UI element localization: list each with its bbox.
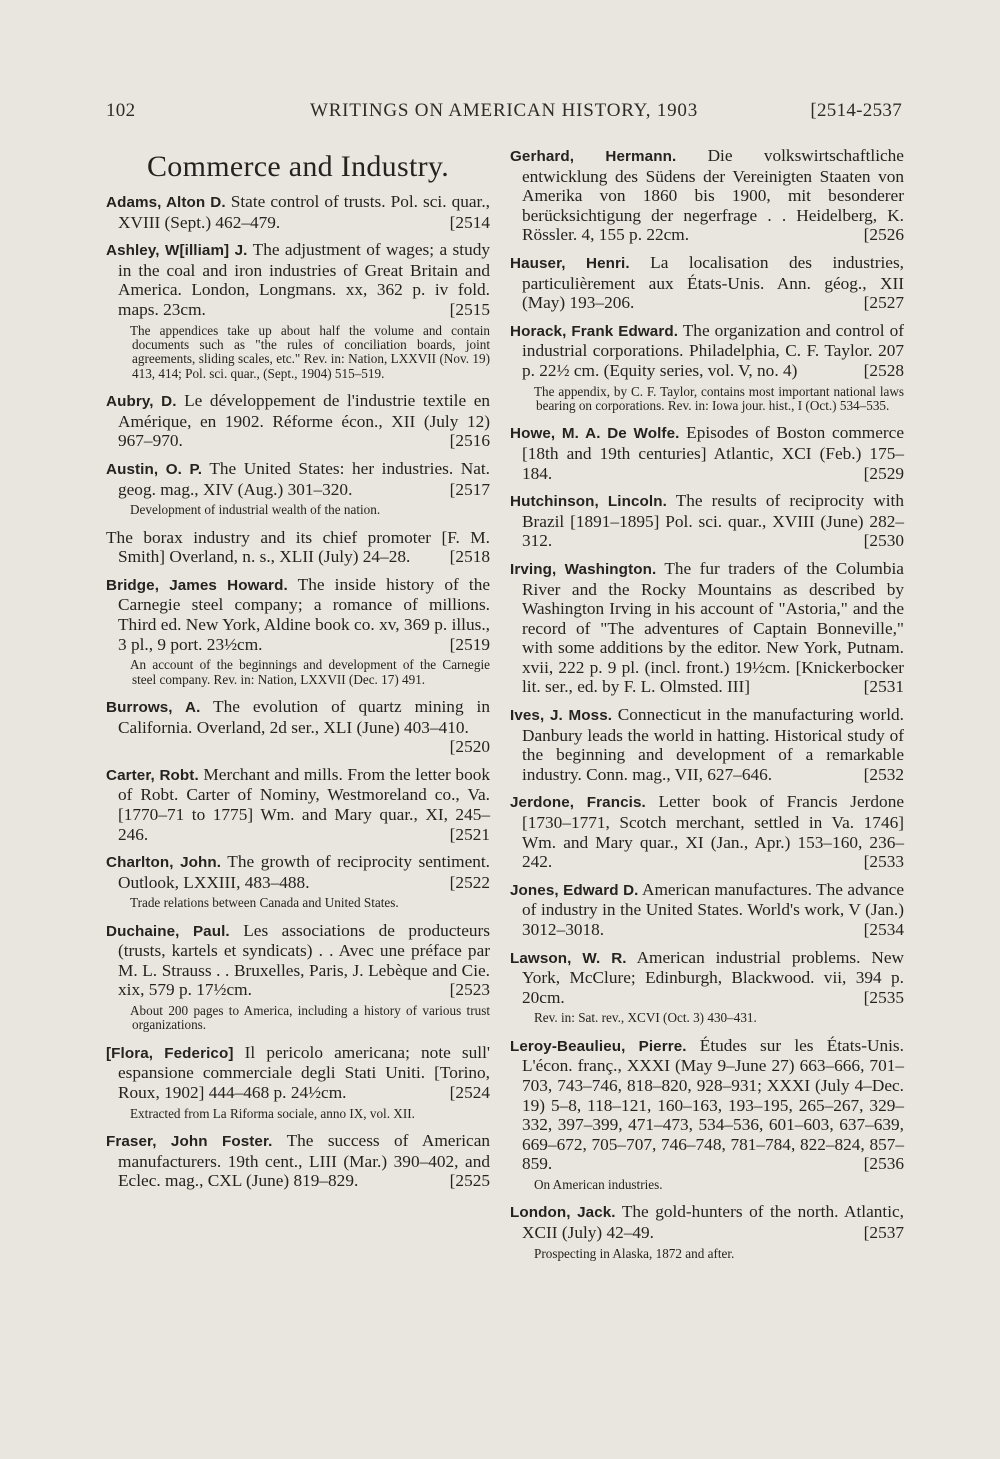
entry-range: [2514-2537: [810, 100, 902, 121]
entry-text: The fur traders of the Columbia River and the Rocky Mountains as described by Washington Irving in his account of "Astoria," and the record of "The adventures of Captain Bonneville," with some additions by the editor. New York, Putnam. xvii, 222 p. 9 pl. (incl. front.) 19½cm. [Knickerbocker lit. ser., ed. by F. L. Olmsted. III]: [522, 558, 904, 697]
entry-text: Connecticut in the manufacturing world. Danbury leads the world in hatting. Historical study of the beginning and development of a remarkable industry. Conn. mag., VII, 627–646.: [522, 705, 904, 784]
entry-note: The appendix, by C. F. Taylor, contains most important national laws bearing on corporations. Rev. in: Iowa jour. hist., I (Oct.) 534–535.: [534, 383, 904, 413]
entry-note: Extracted from La Riforma sociale, anno IX, vol. XII.: [130, 1105, 415, 1121]
entry-text: The United States: her industries. Nat. geog. mag., XIV (Aug.) 301–320.: [118, 458, 490, 499]
entry-text: American manufactures. The advance of industry in the United States. World's work, V (Jan.) 3012–3018.: [522, 879, 905, 939]
entry-author: Aubry, D.: [106, 393, 177, 411]
entry-number: [2533: [863, 852, 904, 872]
entry-author: Gerhard, Hermann.: [510, 148, 677, 165]
running-header: [106, 100, 902, 128]
entry-text: Letter book of Francis Jerdone [1730–1771, Scotch merchant, settled in Va. 1746] Wm. and Mary quar., XI (Jan., Apr.) 153–160, 236–242.: [522, 792, 905, 872]
bibliography-entry: [106, 391, 490, 451]
entry-author: Lawson, W. R.: [510, 949, 627, 967]
bibliography-entry: [510, 705, 904, 784]
entry-author: Jerdone, Francis.: [510, 794, 646, 812]
entry-author: Horack, Frank Edward.: [510, 322, 679, 340]
entry-number: [2524: [449, 1083, 490, 1103]
entry-text: The adjustment of wages; a study in the coal and iron industries of Great Britain and America. London, Longmans. xx, 362 p. iv fold. maps. 23cm.: [118, 240, 491, 319]
bibliography-entry: [510, 253, 904, 313]
bibliography-entry: [106, 459, 490, 499]
entry-number: [2534: [863, 920, 904, 939]
bibliography-entry: [106, 575, 490, 654]
entry-text: Die volkswirtschaftliche entwicklung des Südens der Vereinigten Staaten von Amerika von 1860 bis 1900, mit besonderer berücksichtigung der negerfrage . . Heidelberg, K. Rössler. 4, 155 p. 22cm.: [522, 146, 904, 245]
entry-number: [2536: [863, 1154, 904, 1174]
entry-author: Irving, Washington.: [510, 560, 657, 578]
entry-number: [2521: [449, 824, 490, 844]
entry-number: [2528: [863, 360, 904, 380]
bibliography-entry: [510, 1036, 904, 1174]
entry-note: The appendices take up about half the volume and contain documents such as "the rules of conciliation boards, joint agreements, sliding scales, etc." Rev. in: Nation, LXXVII (Nov. 19) 413, 414; Pol. sci. quar., (Sept., 1904) 515–519.: [130, 322, 490, 381]
entry-number: [2526: [863, 225, 904, 245]
entry-author: Hutchinson, Lincoln.: [510, 493, 667, 511]
bibliography-entry: [106, 697, 490, 757]
entry-author: Duchaine, Paul.: [106, 922, 230, 940]
entry-number: [2525: [449, 1171, 490, 1191]
entry-number: [2523: [449, 980, 490, 1000]
entry-author: Bridge, James Howard.: [106, 576, 288, 594]
running-title: WRITINGS ON AMERICAN HISTORY, 1903: [309, 100, 699, 121]
bibliography-entry: [510, 880, 904, 940]
entry-text: La localisation des industries, particulièrement aux États-Unis. Ann. géog., XII (May) 193–206.: [522, 252, 904, 313]
left-column: [106, 146, 490, 1199]
entry-number: [2532: [863, 764, 904, 784]
entry-author: [Flora, Federico]: [106, 1044, 234, 1062]
entry-number: [2515: [449, 299, 490, 319]
entry-author: Austin, O. P.: [106, 460, 203, 478]
entry-number: [2537: [863, 1222, 904, 1242]
entry-note: Rev. in: Sat. rev., XCVI (Oct. 3) 430–431.: [534, 1010, 757, 1026]
entry-author: Jones, Edward D.: [510, 881, 639, 899]
entry-author: Ives, J. Moss.: [510, 707, 613, 725]
entry-number: [2514: [449, 212, 490, 232]
entry-author: Burrows, A.: [106, 698, 201, 716]
entry-note: Prospecting in Alaska, 1872 and after.: [534, 1245, 735, 1261]
entry-author: Adams, Alton D.: [106, 194, 226, 211]
entry-text: The evolution of quartz mining in California. Overland, 2d ser., XLI (June) 403–410.: [118, 696, 490, 737]
bibliography-entry: [106, 765, 490, 844]
entry-text: Les associations de producteurs (trusts, kartels et syndicats) . . Avec une préface par M. L. Strauss . . Bruxelles, Paris, J. Lebèque and Cie. xix, 579 p. 17½cm.: [118, 920, 490, 1000]
bibliography-entry: [106, 192, 490, 232]
entry-author: Howe, M. A. De Wolfe.: [510, 425, 680, 443]
entry-author: Charlton, John.: [106, 854, 222, 872]
entry-author: Leroy-Beaulieu, Pierre.: [510, 1037, 687, 1055]
entry-note: On American industries.: [534, 1176, 663, 1192]
entry-text: Merchant and mills. From the letter book of Robt. Carter of Nominy, Westmoreland co., Va. [1770–71 to 1775] Wm. and Mary quar., XI, 245–246.: [118, 764, 490, 844]
entry-text: The inside history of the Carnegie steel company; a romance of millions. Third ed. New York, Aldine book co. xv, 369 p. illus., 3 pl., 9 port. 23½cm.: [118, 574, 491, 654]
entry-author: London, Jack.: [510, 1204, 616, 1222]
entry-text: The gold-hunters of the north. Atlantic, XCII (July) 42–49.: [522, 1202, 904, 1242]
entry-text: The growth of reciprocity sentiment. Outlook, LXXIII, 483–488.: [118, 852, 491, 892]
entry-note: Trade relations between Canada and United States.: [130, 895, 399, 911]
entry-author: Ashley, W[illiam] J.: [106, 242, 248, 260]
entry-text: Le développement de l'industrie textile en Amérique, en 1902. Réforme écon., XII (July 12) 967–970.: [118, 391, 491, 451]
bibliography-entry: [510, 321, 904, 381]
entry-number: [2530: [863, 531, 904, 551]
right-column: [510, 146, 904, 1271]
entry-number: [2531: [863, 677, 904, 697]
bibliography-entry: [106, 921, 490, 1000]
entry-number: [2518: [449, 547, 490, 567]
entry-text: The organization and control of industrial corporations. Philadelphia, C. F. Taylor. 207 p. 22½ cm. (Equity series, vol. V, no. 4): [522, 320, 905, 380]
bibliography-entry: [510, 491, 904, 551]
entry-number: [2527: [863, 293, 904, 313]
bibliography-entry: [106, 240, 490, 319]
entry-author: Hauser, Henri.: [510, 254, 630, 272]
entry-text: The results of reciprocity with Brazil [1891–1895] Pol. sci. quar., XVIII (June) 282–312.: [522, 491, 904, 551]
entry-number: [2516: [449, 431, 490, 451]
bibliography-entry: [106, 1131, 490, 1191]
entry-number: [2522: [449, 872, 490, 892]
bibliography-entry: [106, 528, 490, 567]
bibliography-entry: [510, 559, 904, 697]
section-title: Commerce and Industry.: [146, 150, 450, 183]
entry-number: [2520: [449, 737, 490, 757]
bibliography-entry: [106, 1043, 490, 1103]
bibliography-entry: [510, 1202, 904, 1242]
entry-note: An account of the beginnings and development of the Carnegie steel company. Rev. in: Nation, LXXVII (Dec. 17) 491.: [130, 657, 490, 687]
entry-text: Episodes of Boston commerce [18th and 19th centuries] Atlantic, XCI (Feb.) 175–184.: [522, 423, 904, 483]
entry-text: The borax industry and its chief promoter [F. M. Smith] Overland, n. s., XLII (July) 24–28.: [106, 527, 490, 567]
entry-author: Carter, Robt.: [106, 766, 199, 784]
entry-text: Il pericolo americana; note sull' espansione commerciale degli Stati Uniti. [Torino, Roux, 1902] 444–468 p. 24½cm.: [118, 1042, 491, 1103]
bibliography-entry: [510, 146, 904, 245]
entry-number: [2529: [863, 463, 904, 483]
entry-note: Development of industrial wealth of the nation.: [130, 502, 381, 518]
bibliography-entry: [106, 852, 490, 892]
entry-author: Fraser, John Foster.: [106, 1133, 273, 1151]
page-number: 102: [106, 100, 136, 121]
bibliography-entry: [510, 948, 904, 1008]
bibliography-entry: [510, 423, 904, 483]
entry-text: American industrial problems. New York, McClure; Edinburgh, Blackwood. vii, 394 p. 20cm.: [522, 947, 905, 1007]
entry-text: Études sur les États-Unis. L'écon. franç., XXXI (May 9–June 27) 663–666, 701–703, 743–746, 818–820, 928–931; XXXI (July 4–Dec. 19) 5–8, 118–121, 160–163, 193–195, 265–267, 329–332, 397–399, 471–473, 534–536, 601–603, 637–639, 669–672, 705–707, 746–748, 781–784, 822–824, 857–859.: [522, 1035, 904, 1174]
entry-note: About 200 pages to America, including a history of various trust organizations.: [130, 1003, 490, 1033]
bibliography-entry: [510, 792, 904, 871]
entry-number: [2519: [449, 634, 490, 654]
entry-text: State control of trusts. Pol. sci. quar., XVIII (Sept.) 462–479.: [118, 192, 490, 232]
entry-number: [2517: [449, 479, 490, 499]
entry-text: The success of American manufacturers. 19th cent., LIII (Mar.) 390–402, and Eclec. mag., CXL (June) 819–829.: [118, 1131, 490, 1191]
entry-number: [2535: [863, 987, 904, 1007]
